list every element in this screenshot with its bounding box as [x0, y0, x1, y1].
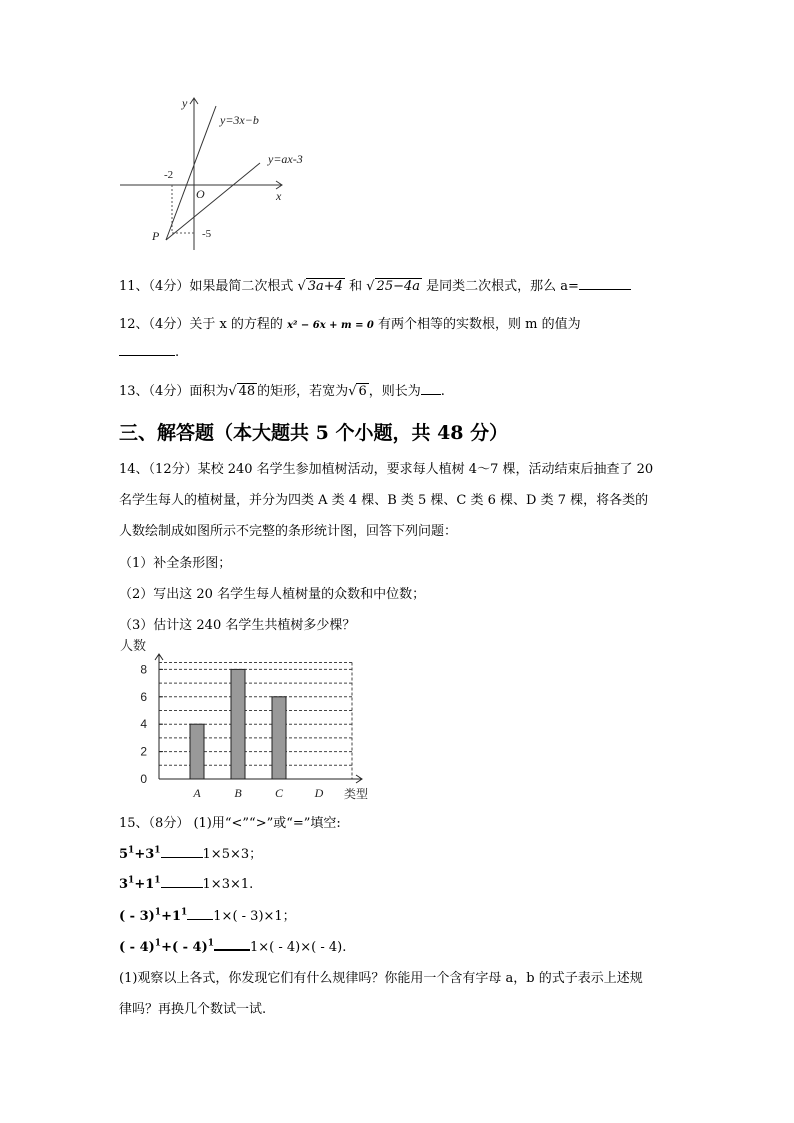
point-p-label: P	[152, 229, 160, 243]
question-11	[119, 275, 631, 294]
q13-answer-blank[interactable]	[421, 381, 441, 395]
q12-end: .	[175, 345, 180, 360]
chart-category-label: A	[193, 786, 201, 800]
question-13	[119, 380, 445, 399]
section-3-heading: 三、解答题（本大题共 5 个小题，共 48 分）	[119, 422, 509, 444]
q15-row2	[119, 874, 253, 892]
chart-bar-B	[231, 669, 245, 779]
q15-observe-line1: (1)观察以上各式，你发现它们有什么规律吗？你能用一个含有字母 a，b 的式子表示上述规	[119, 971, 643, 986]
q14-line1: 14、（12分）某校 240 名学生参加植树活动，要求每人植树 4～7 棵，活动结束后抽查了 20	[119, 462, 654, 477]
chart-bar-C	[272, 697, 286, 779]
r4-blank[interactable]	[214, 936, 250, 951]
r3-b: +1	[161, 909, 182, 924]
q11-suffix: 是同类二次根式，那么 a=	[426, 279, 579, 294]
r4-sup1: 1	[154, 938, 162, 949]
q14-line3: 人数绘制成如图所示不完整的条形统计图，回答下列问题：	[119, 524, 458, 539]
q14-part1: （1）补全条形图；	[119, 556, 232, 571]
q13-radicand-2: 6	[358, 384, 367, 399]
r4-c: 1×( - 4)×( - 4).	[250, 940, 347, 955]
r3-a: ( - 3)	[119, 909, 155, 924]
r1-b: +3	[134, 847, 155, 862]
chart-category-label: B	[234, 786, 242, 800]
q13-radicand-1: 48	[238, 384, 256, 399]
y-tick-label: -5	[202, 228, 212, 240]
q11-prefix: 11、（4分）如果最简二次根式	[119, 279, 294, 294]
r2-blank[interactable]	[161, 874, 203, 888]
r1-blank[interactable]	[161, 844, 203, 858]
coordinate-graph	[110, 90, 330, 260]
chart-bar-A	[190, 724, 204, 779]
sqrt-sign: √	[297, 279, 306, 294]
r4-b: +( - 4)	[161, 940, 208, 955]
r1-c: 1×5×3；	[202, 847, 263, 862]
line2-label: y=ax-3	[268, 152, 303, 166]
x-tick-label: -2	[164, 169, 174, 181]
chart-category-label: D	[314, 786, 324, 800]
line1-label: y=3x−b	[220, 113, 259, 127]
q14-line2: 名学生每人的植树量，并分为四类 A 类 4 棵、B 类 5 棵、C 类 6 棵、D 类 7 棵，将各类的	[119, 493, 649, 508]
r2-a: 3	[119, 877, 129, 892]
bar-chart	[112, 632, 382, 804]
q11-mid: 和	[349, 279, 363, 294]
q11-radicand-1: 3a+4	[307, 279, 343, 294]
r3-c: 1×( - 3)×1；	[213, 909, 296, 924]
r3-sup2: 1	[181, 907, 188, 918]
r2-sup2: 1	[154, 875, 161, 886]
sqrt-sign: √	[348, 384, 357, 399]
q11-answer-blank[interactable]	[579, 276, 631, 290]
sqrt-sign: √	[228, 384, 237, 399]
q13-mid: 的矩形，若宽为	[257, 384, 349, 399]
q13-prefix: 13、（4分）面积为	[119, 384, 229, 399]
chart-ylabel: 人数	[120, 639, 147, 654]
r3-sup1: 1	[154, 907, 162, 918]
q13-end: .	[440, 384, 445, 399]
chart-ytick-label: 4	[140, 717, 147, 732]
r4-sup2: 1	[207, 938, 215, 949]
r1-sup2: 1	[154, 845, 161, 856]
chart-ytick-label: 2	[140, 744, 147, 759]
q15-row3	[119, 905, 296, 924]
r2-b: +1	[134, 877, 155, 892]
q15-observe-line2: 律吗？再换几个数试一试.	[119, 1002, 267, 1017]
origin-label: O	[196, 187, 205, 201]
y-axis-label: y	[182, 96, 188, 110]
q15-row4	[119, 936, 346, 955]
q13-suffix: ，则长为	[368, 384, 421, 399]
chart-category-label: C	[274, 786, 284, 800]
r2-c: 1×3×1.	[202, 877, 254, 892]
q12-prefix: 12、（4分）关于 x 的方程的	[119, 317, 283, 332]
x-axis-label: x	[276, 189, 282, 203]
sqrt-sign: √	[366, 279, 375, 294]
chart-ytick-label: 0	[140, 772, 147, 786]
question-12-line2	[119, 342, 179, 360]
chart-ytick-label: 6	[140, 689, 147, 704]
q12-equation: x² − 6x + m = 0	[287, 320, 374, 331]
q14-part2: （2）写出这 20 名学生每人植树量的众数和中位数；	[119, 587, 426, 602]
q12-suffix: 有两个相等的实数根，则 m 的值为	[378, 317, 581, 332]
r4-a: ( - 4)	[119, 940, 155, 955]
r2-sup1: 1	[128, 875, 135, 886]
q15-intro: 15、（8分） (1)用“<”“>”或“=”填空:	[119, 816, 341, 831]
q14-part3: （3）估计这 240 名学生共植树多少棵？	[119, 618, 356, 633]
q12-answer-blank[interactable]	[119, 342, 175, 356]
q15-row1	[119, 843, 262, 862]
question-12	[119, 313, 581, 332]
r1-sup1: 1	[128, 845, 135, 856]
q11-radicand-2: 25−4a	[376, 279, 421, 294]
chart-ytick-label: 8	[140, 662, 147, 677]
chart-xlabel: 类型	[344, 787, 369, 801]
r1-a: 5	[119, 847, 129, 862]
r3-blank[interactable]	[187, 906, 213, 920]
